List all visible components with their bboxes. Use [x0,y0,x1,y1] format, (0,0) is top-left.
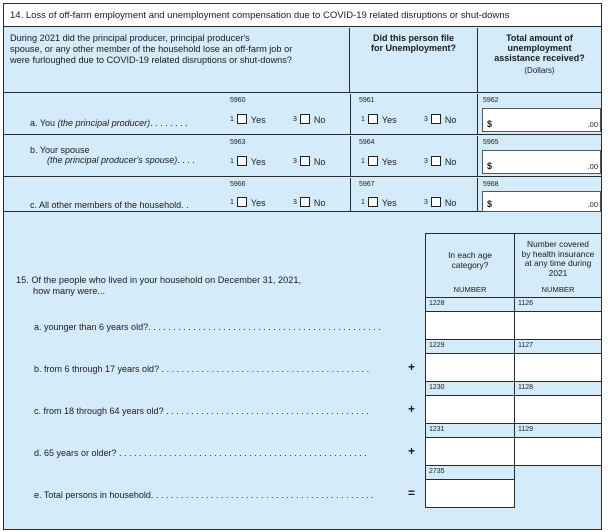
checkbox[interactable] [368,156,378,166]
q14-spouse-lost-yes[interactable]: $^1$ Yes [230,157,266,167]
q15-under6-ins-cell [514,298,602,340]
q15-6to17-age-cell [425,340,515,382]
q15-header-ins-line: by health insurance [521,248,595,259]
q14-row-label: b. Your spouse (the principal producer's spouse). . . . [30,145,195,165]
item-code: 1231 [429,426,445,433]
q15-header-ins-line: at any time during [524,258,592,268]
q14-row-label: a. You (the principal producer). . . . . . . . [30,118,188,128]
q14-you-amount-cell [478,94,601,135]
q15-row-under6 [4,298,601,340]
q14-others-file-cell [350,178,478,212]
q14-section [3,3,602,212]
item-code: 2735 [429,468,445,475]
q15-total-age-input[interactable] [426,479,514,507]
q14-header-description [4,28,350,93]
q15-row-6to17 [4,340,601,382]
item-code: 5964 [359,139,375,146]
q14-header-file-line: Did this person file [372,33,454,43]
q14-others-lost-yes[interactable]: $^1$ Yes [230,198,266,208]
q15-question-line: how many were... [33,286,105,296]
item-code: 1126 [518,300,534,307]
item-code: 1229 [429,342,445,349]
q14-title: 14. Loss of off-farm employment and unemployment compensation due to COVID-19 related disruptions or shut-downs [4,4,601,27]
q14-you-amount-input[interactable]: $ .00 [482,108,601,132]
q14-others-amount-input[interactable]: $ .00 [482,191,601,212]
q15-65plus-ins-input[interactable] [515,437,601,465]
q14-you-file-no[interactable]: $^3$ No [424,115,457,125]
q15-row-label: a. younger than 6 years old?. . . . . . . . . . . . . . . . . . . . . . . . . . . . . . . . . . . . . . . . . . . . . . . [34,322,381,332]
q14-others-file-yes[interactable]: $^1$ Yes [361,198,397,208]
q15-18to64-ins-input[interactable] [515,395,601,423]
q15-row-18to64 [4,382,601,424]
item-code: 5966 [230,181,246,188]
checkbox[interactable] [300,114,310,124]
item-code: 5965 [483,139,499,146]
q15-header-age-line: In each age [448,250,492,260]
q14-you-lost-yes[interactable]: $^1$ Yes [230,115,266,125]
q14-you-lost-no[interactable]: $^3$ No [293,115,326,125]
checkbox[interactable] [237,197,247,207]
q14-spouse-file-no[interactable]: $^3$ No [424,157,457,167]
q15-6to17-ins-cell [514,340,602,382]
plus-sign: + [408,360,416,374]
q14-header-file [350,28,478,93]
q15-18to64-age-input[interactable] [426,395,514,423]
q15-number-label: NUMBER [453,284,487,294]
q15-under6-age-input[interactable] [426,311,514,339]
q14-spouse-file-cell [350,136,478,177]
q15-header-age [425,233,515,298]
checkbox[interactable] [431,114,441,124]
q14-you-file-yes[interactable]: $^1$ Yes [361,115,397,125]
q14-you-file-cell [350,94,478,135]
q14-header-amount-line: Total amount of [506,33,573,43]
q15-header-ins-line: Number covered [527,239,589,249]
q15-question [16,275,301,297]
checkbox[interactable] [368,114,378,124]
q15-6to17-age-input[interactable] [426,353,514,381]
checkbox[interactable] [300,197,310,207]
item-code: 1228 [429,300,445,307]
q15-total-age-cell [425,466,515,508]
checkbox[interactable] [300,156,310,166]
checkbox[interactable] [431,156,441,166]
q14-spouse-file-yes[interactable]: $^1$ Yes [361,157,397,167]
q14-spouse-amount-input[interactable]: $ .00 [482,150,601,174]
checkbox[interactable] [237,114,247,124]
q14-spouse-amount-cell [478,136,601,177]
q14-spouse-lost-no[interactable]: $^3$ No [293,157,326,167]
q15-header-age-line: category? [451,259,489,270]
q15-row-label: c. from 18 through 64 years old? . . . . . . . . . . . . . . . . . . . . . . . . . . . . . . . . . . . . . . . . . [34,406,369,416]
q15-header-ins-line: 2021 [548,267,568,278]
item-code: 5961 [359,97,375,104]
item-code: 1127 [518,342,534,349]
q14-header-desc-line: were furloughed due to COVID-19 related disruptions or shut-downs? [10,55,292,65]
q14-row-you [4,94,601,135]
q15-under6-age-cell [425,298,515,340]
q15-18to64-ins-cell [514,382,602,424]
q14-header-desc-line: During 2021 did the principal producer, principal producer's [10,33,250,43]
q15-65plus-age-cell [425,424,515,466]
q14-others-file-no[interactable]: $^3$ No [424,198,457,208]
q15-65plus-ins-cell [514,424,602,466]
plus-sign: + [408,402,416,416]
checkbox[interactable] [368,197,378,207]
q15-number-label: NUMBER [541,284,575,294]
q15-65plus-age-input[interactable] [426,437,514,465]
item-code: 5968 [483,181,499,188]
item-code: 5963 [230,139,246,146]
q14-others-amount-cell [478,178,601,212]
q15-row-total [4,466,601,508]
item-code: 1129 [518,426,534,433]
q14-row-spouse [4,136,601,177]
q15-row-label: e. Total persons in household. . . . . . . . . . . . . . . . . . . . . . . . . . . . . . . . . . . . . . . . . . . . . [34,490,374,500]
q15-6to17-ins-input[interactable] [515,353,601,381]
q14-header-amount-unit: (Dollars) [524,66,555,75]
equals-sign: = [408,486,416,500]
checkbox[interactable] [431,197,441,207]
item-code: 1128 [518,384,534,391]
q14-header-file-line: for Unemployment? [370,43,456,53]
q14-header-amount [478,28,601,93]
item-code: 5967 [359,181,375,188]
q15-question-line: 15. Of the people who lived in your household on December 31, 2021, [16,275,302,285]
q14-header-amount-line: assistance received? [494,53,585,63]
q15-18to64-age-cell [425,382,515,424]
q14-row-label: c. All other members of the household. . [30,200,189,210]
q15-under6-ins-input[interactable] [515,311,601,339]
q15-row-label: b. from 6 through 17 years old? . . . . . . . . . . . . . . . . . . . . . . . . . . . . . . . . . . . . . . . . . . [34,364,370,374]
item-code: 1230 [429,384,445,391]
q14-others-lost-no[interactable]: $^3$ No [293,198,326,208]
q15-header-insurance [514,233,602,298]
q14-header-desc-line: spouse, or any other member of the household lose an off-farm job or [10,44,293,54]
q14-header-amount-line: unemployment [507,43,572,53]
q15-row-65plus [4,424,601,466]
q15-row-label: d. 65 years or older? . . . . . . . . . . . . . . . . . . . . . . . . . . . . . . . . . . . . . . . . . . . . . . . . . . [34,448,367,458]
item-code: 5962 [483,97,499,104]
checkbox[interactable] [237,156,247,166]
q15-section [3,212,602,530]
plus-sign: + [408,444,416,458]
item-code: 5960 [230,97,246,104]
